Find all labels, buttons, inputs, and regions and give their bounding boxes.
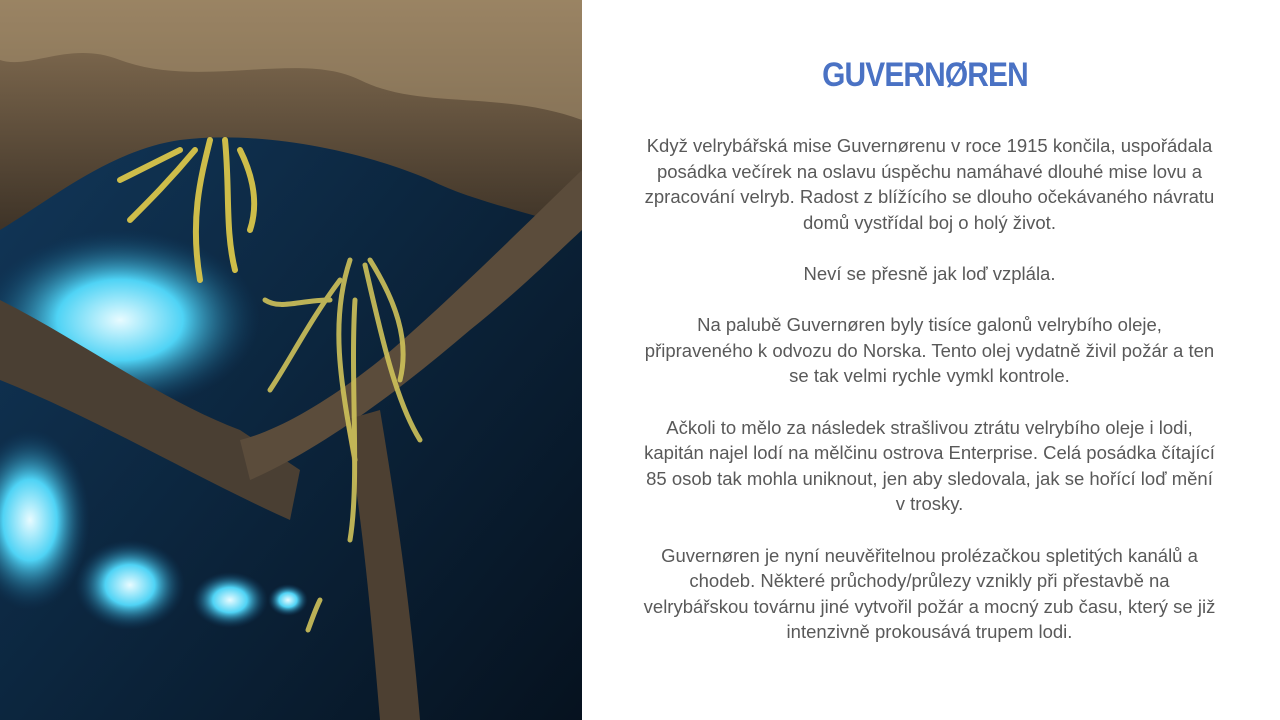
paragraph: Když velrybářská mise Guvernørenu v roce 1915 končila, uspořádala posádka večírek na oslavu úspěchu namáhavé dlouhé mise lovu a zpracování velryb. Radost z blížícího se dlouho očekávaného návratu domů vystřídal boj o holý život. xyxy=(644,135,1215,233)
text-panel xyxy=(582,0,1280,720)
slide-title: GUVERNØREN xyxy=(822,56,1028,94)
paragraph: Neví se přesně jak loď vzplála. xyxy=(803,262,1056,284)
paragraph: Na palubě Guvernøren byly tisíce galonů velrybího oleje, připraveného k odvozu do Norska. Tento olej vydatně živil požár a ten se tak velmi rychle vymkl kontrole. xyxy=(644,314,1215,387)
shipwreck-photo xyxy=(0,0,582,720)
paragraph: Ačkoli to mělo za následek strašlivou ztrátu velrybího oleje i lodi, kapitán najel lodí na mělčinu ostrova Enterprise. Celá posádka čítající 85 osob tak mohla uniknout, jen aby sledovala, jak se hořící loď mění v trosky. xyxy=(644,416,1215,515)
paragraph: Guvernøren je nyní neuvěřitelnou prolézačkou spletitých kanálů a chodeb. Některé průchody/průlezy vznikly při přestavbě na velrybářskou továrnu jiné vytvořil požár a mocný zub času, který se již intenzivně prokousává trupem lodi. xyxy=(643,544,1216,643)
slide-body xyxy=(642,133,1217,670)
